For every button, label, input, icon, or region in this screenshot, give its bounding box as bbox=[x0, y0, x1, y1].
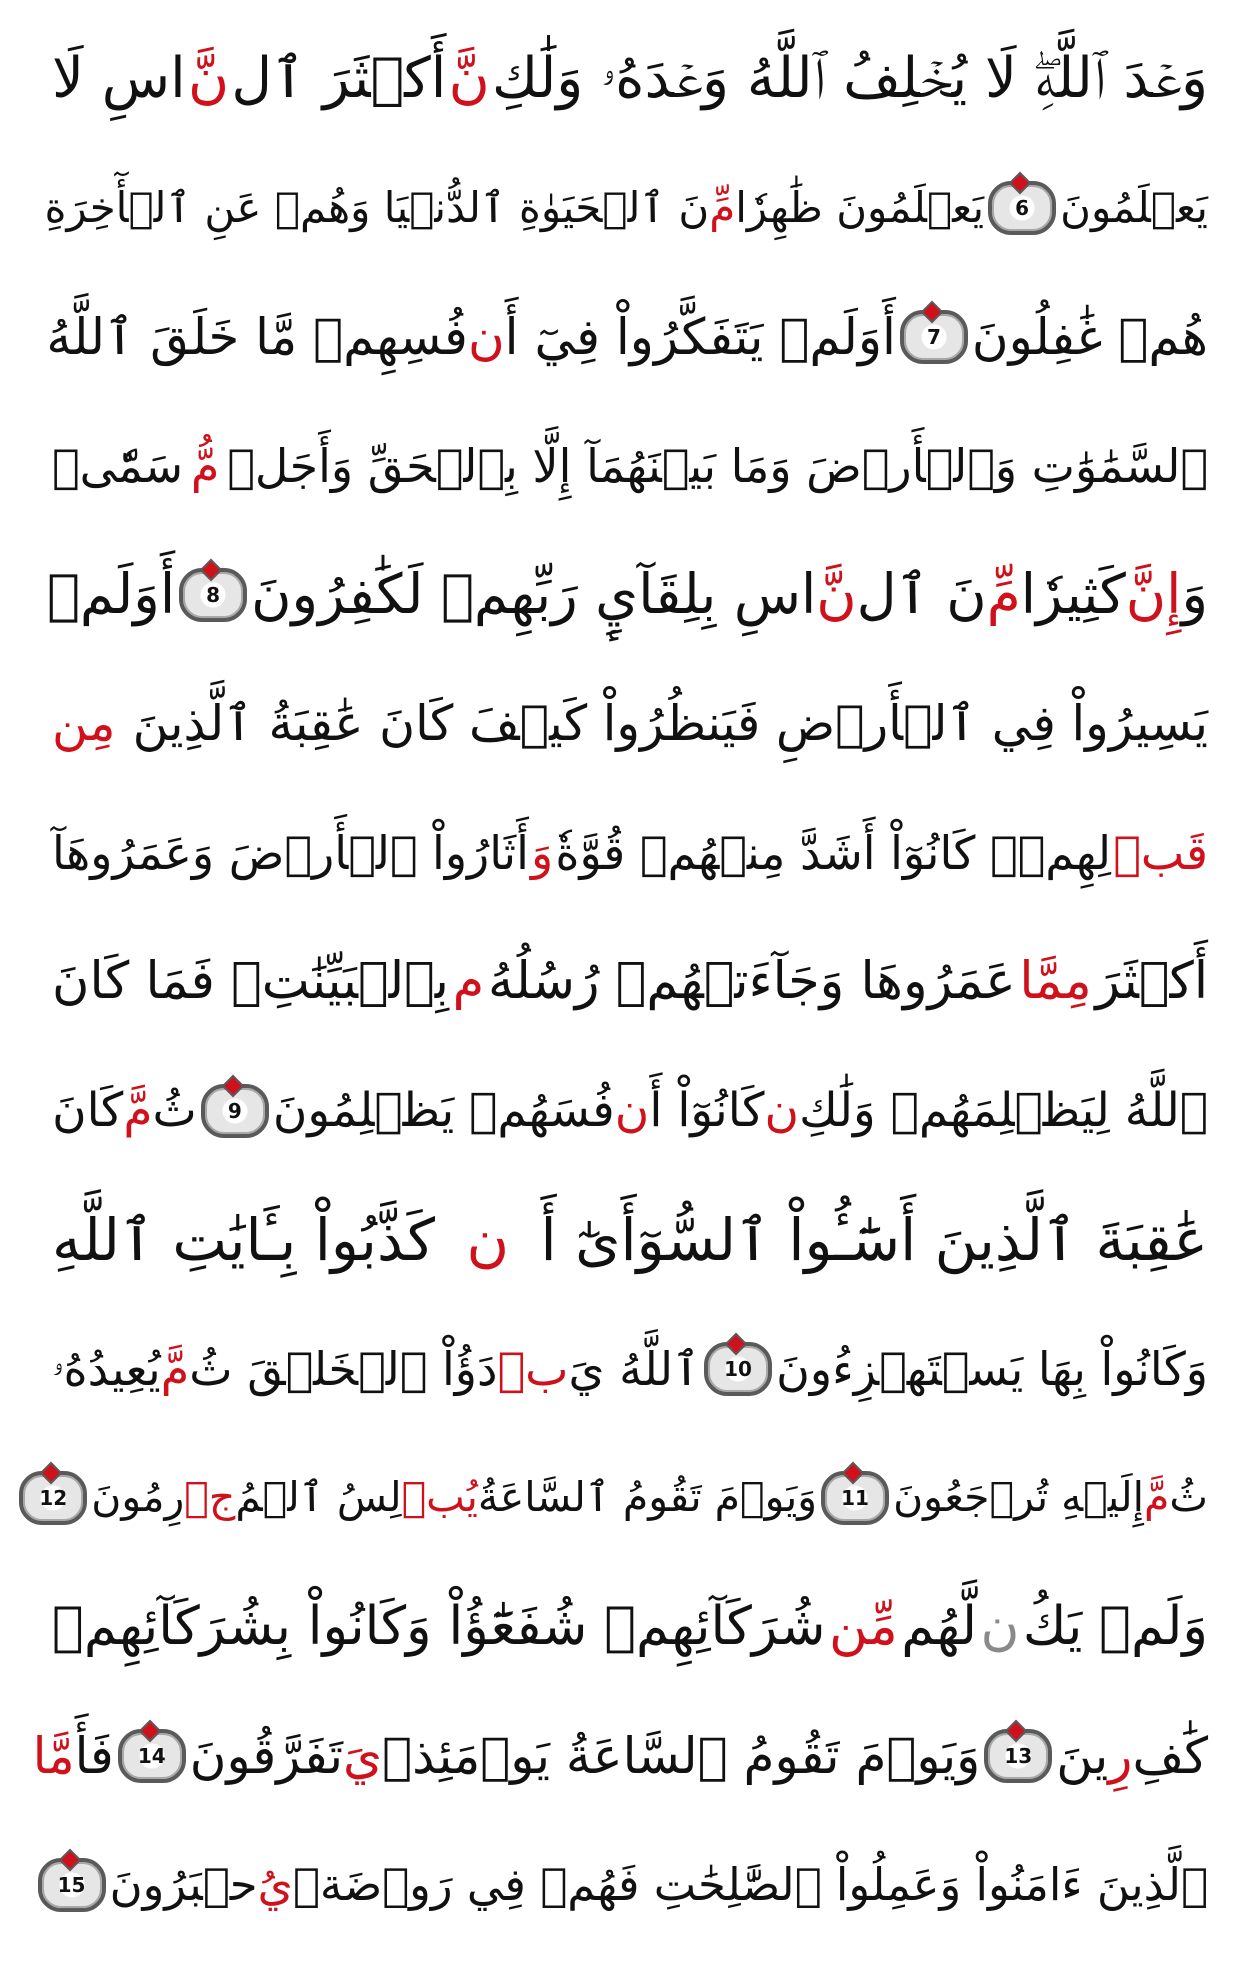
verse-text: وَ bbox=[1181, 562, 1208, 626]
verse-text: فُسَهُمۡ يَظۡلِمُونَ bbox=[272, 1083, 615, 1138]
tajweed-highlight: مَّ bbox=[123, 1083, 153, 1138]
verse-text: اسِ بِلِقَآيِٕ رَبِّهِمۡ لَكَٰفِرُونَ bbox=[251, 562, 817, 626]
tajweed-highlight: مِّ bbox=[986, 562, 1021, 626]
verse-line bbox=[52, 788, 1208, 917]
verse-text: كَٰفِ bbox=[1132, 1726, 1208, 1785]
verse-text: نَ ٱلۡحَيَوٰةِ ٱلدُّنۡيَا وَهُمۡ عَنِ ٱلۡأٓخِرَةِ bbox=[44, 182, 710, 232]
verse-text: كَثِيرٗا bbox=[1020, 562, 1126, 626]
ayah-number-marker: 11 bbox=[821, 1471, 889, 1525]
verse-text: ينَ bbox=[1056, 1726, 1109, 1785]
tajweed-highlight: جۡ bbox=[184, 1473, 236, 1521]
verse-text: أَوَلَمۡ يَتَفَكَّرُواْ فِيٓ أَ bbox=[504, 307, 896, 366]
ayah-number-marker: 8 bbox=[179, 568, 247, 622]
verse-text: أَثَارُواْ ٱلۡأَرۡضَ وَعَمَرُوهَآ bbox=[52, 825, 529, 880]
tajweed-highlight: م bbox=[452, 952, 485, 1011]
tajweed-highlight: نَّ bbox=[187, 45, 230, 111]
verse-text: كَذَّبُواْ بِـَٔايَٰتِ ٱللَّهِ bbox=[52, 1205, 436, 1274]
verse-line bbox=[52, 1046, 1208, 1175]
tajweed-highlight: مِّ bbox=[709, 182, 736, 232]
verse-text: عَمَرُوهَا وَجَآءَتۡهُمۡ رُسُلُهُ bbox=[487, 952, 1016, 1011]
verse-line bbox=[46, 530, 1208, 659]
verse-text: فُسِهِمۗ مَّا خَلَقَ ٱللَّهُ bbox=[46, 307, 468, 366]
tajweed-highlight: مَّ bbox=[1144, 1473, 1170, 1521]
ayah-number-marker: 15 bbox=[38, 1858, 106, 1912]
verse-text: لِهِمۡۚ كَانُوٓاْ أَشَدَّ مِنۡهُمۡ قُوَّةٗ bbox=[555, 825, 1112, 880]
tajweed-highlight: يُ bbox=[257, 1858, 293, 1911]
verse-line bbox=[52, 1820, 1208, 1949]
verse-text: أَكۡثَرَ bbox=[1095, 952, 1208, 1011]
ayah-number-marker: 7 bbox=[900, 310, 968, 364]
tajweed-highlight: ن bbox=[764, 1083, 800, 1138]
verse-text: ٱلَّذِينَ ءَامَنُواْ وَعَمِلُواْ ٱلصَّٰلِحَٰتِ فَهُمۡ فِي رَوۡضَةٖ bbox=[292, 1858, 1208, 1911]
ayah-number-marker: 9 bbox=[201, 1084, 269, 1138]
verse-text: فَأَ bbox=[74, 1726, 114, 1785]
verse-text: بِٱلۡبَيِّنَٰتِۖ فَمَا كَانَ bbox=[52, 952, 449, 1011]
verse-line bbox=[39, 1433, 1208, 1562]
verse-text: كَانُوٓاْ أَ bbox=[649, 1083, 765, 1138]
tajweed-highlight: وَ bbox=[531, 825, 554, 880]
verse-text: هُمۡ غَٰفِلُونَ bbox=[971, 307, 1208, 366]
verse-text: وَكَانُواْ بِهَا يَسۡتَهۡزِءُونَ bbox=[776, 1341, 1208, 1396]
verse-text: ٱللَّهُ لِيَظۡلِمَهُمۡ وَلَٰكِ bbox=[799, 1083, 1208, 1138]
tajweed-highlight: بۡ bbox=[497, 1341, 569, 1396]
tajweed-highlight: إِنَّ bbox=[1125, 562, 1182, 626]
verse-text: نَ ٱل bbox=[856, 562, 987, 626]
verse-text: اسِ لَا bbox=[52, 45, 186, 111]
tajweed-highlight: نَّ bbox=[448, 45, 490, 111]
tajweed-highlight: مُّ bbox=[190, 438, 220, 493]
verse-text: سَمّٗىۗ bbox=[52, 438, 184, 493]
verse-text: دَؤُاْ ٱلۡخَلۡقَ ثُ bbox=[189, 1341, 498, 1396]
verse-text: وَعۡدَ ٱللَّهِۖ لَا يُخۡلِفُ ٱللَّهُ وَعۡدَهُۥ وَلَٰكِ bbox=[492, 45, 1208, 111]
verse-text: حۡبَرُونَ bbox=[109, 1858, 258, 1911]
verse-line bbox=[52, 14, 1208, 143]
verse-text: ٱلسَّمَٰوَٰتِ وَٱلۡأَرۡضَ وَمَا بَيۡنَهُمَآ إِلَّا بِٱلۡحَقِّ وَأَجَلٖ bbox=[227, 438, 1208, 493]
tajweed-highlight: يُبۡ bbox=[401, 1473, 478, 1521]
tajweed-highlight: ن bbox=[466, 1205, 510, 1274]
verse-line bbox=[52, 659, 1208, 788]
ayah-number-marker: 12 bbox=[19, 1471, 87, 1525]
ayah-number-marker: 13 bbox=[984, 1729, 1052, 1783]
verse-line bbox=[52, 1562, 1208, 1691]
verse-text: ن bbox=[980, 1596, 1020, 1657]
verse-text: ثُ bbox=[1169, 1473, 1208, 1521]
verse-text: وَلَمۡ يَكُ bbox=[1022, 1596, 1208, 1657]
tajweed-highlight: مَّ bbox=[160, 1341, 190, 1396]
verse-text: إِلَيۡهِ تُرۡجَعُونَ bbox=[893, 1473, 1144, 1521]
tajweed-highlight: نَّ bbox=[816, 562, 857, 626]
verse-line bbox=[52, 1175, 1208, 1304]
verse-text: رِمُونَ bbox=[91, 1473, 185, 1521]
ayah-number-marker: 14 bbox=[118, 1729, 186, 1783]
verse-text: شُرَكَآئِهِمۡ شُفَعَٰٓؤُاْ وَكَانُواْ بِشُرَكَآئِهِمۡ bbox=[52, 1596, 826, 1657]
ayah-number-marker: 6 bbox=[988, 181, 1056, 235]
tajweed-highlight: يَ bbox=[343, 1726, 383, 1785]
verse-text: يَسِيرُواْ فِي ٱلۡأَرۡضِ فَيَنظُرُواْ كَيۡفَ كَانَ عَٰقِبَةُ ٱلَّذِينَ bbox=[132, 695, 1208, 752]
verse-line bbox=[32, 1691, 1208, 1820]
verse-line bbox=[52, 401, 1208, 530]
verse-text: تَفَرَّقُونَ bbox=[189, 1726, 344, 1785]
verse-line bbox=[46, 272, 1208, 401]
tajweed-highlight: ن bbox=[467, 307, 505, 366]
verse-text: عَٰقِبَةَ ٱلَّذِينَ أَسَٰٓـُٔواْ ٱلسُّوٓأَىٰٓ أَ bbox=[540, 1205, 1208, 1274]
verse-line bbox=[44, 143, 1208, 272]
ayah-number-marker: 10 bbox=[704, 1342, 772, 1396]
verse-text: لَّهُم bbox=[901, 1596, 978, 1657]
verse-text: يَعۡلَمُونَ ظَٰهِرٗا bbox=[735, 182, 985, 232]
verse-line bbox=[52, 1304, 1208, 1433]
verse-text: أَوَلَمۡ bbox=[46, 562, 176, 626]
verse-text: أَكۡثَرَ ٱل bbox=[231, 45, 447, 111]
verse-text: لِسُ ٱلۡمُ bbox=[235, 1473, 402, 1521]
verse-text: وَيَوۡمَ تَقُومُ ٱلسَّاعَةُ يَوۡمَئِذٖ bbox=[382, 1726, 981, 1785]
tajweed-highlight: مِّن bbox=[828, 1596, 898, 1657]
tajweed-highlight: مِن bbox=[52, 695, 116, 752]
verse-text: يَعۡلَمُونَ bbox=[1060, 182, 1208, 232]
tajweed-highlight: مِمَّا bbox=[1019, 952, 1092, 1011]
verse-text: كَانَ bbox=[52, 1083, 124, 1138]
verse-text: يُعِيدُهُۥ bbox=[52, 1341, 161, 1396]
tajweed-highlight: رِ bbox=[1108, 1726, 1133, 1785]
tajweed-highlight: مَّا bbox=[32, 1726, 75, 1785]
verse-text: ثُ bbox=[152, 1083, 197, 1138]
verse-text: ٱللَّهُ يَ bbox=[568, 1341, 700, 1396]
tajweed-highlight: قَبۡ bbox=[1113, 825, 1208, 880]
verse-text: وَيَوۡمَ تَقُومُ ٱلسَّاعَةُ bbox=[477, 1473, 818, 1521]
tajweed-highlight: ن bbox=[614, 1083, 650, 1138]
verse-line bbox=[52, 917, 1208, 1046]
